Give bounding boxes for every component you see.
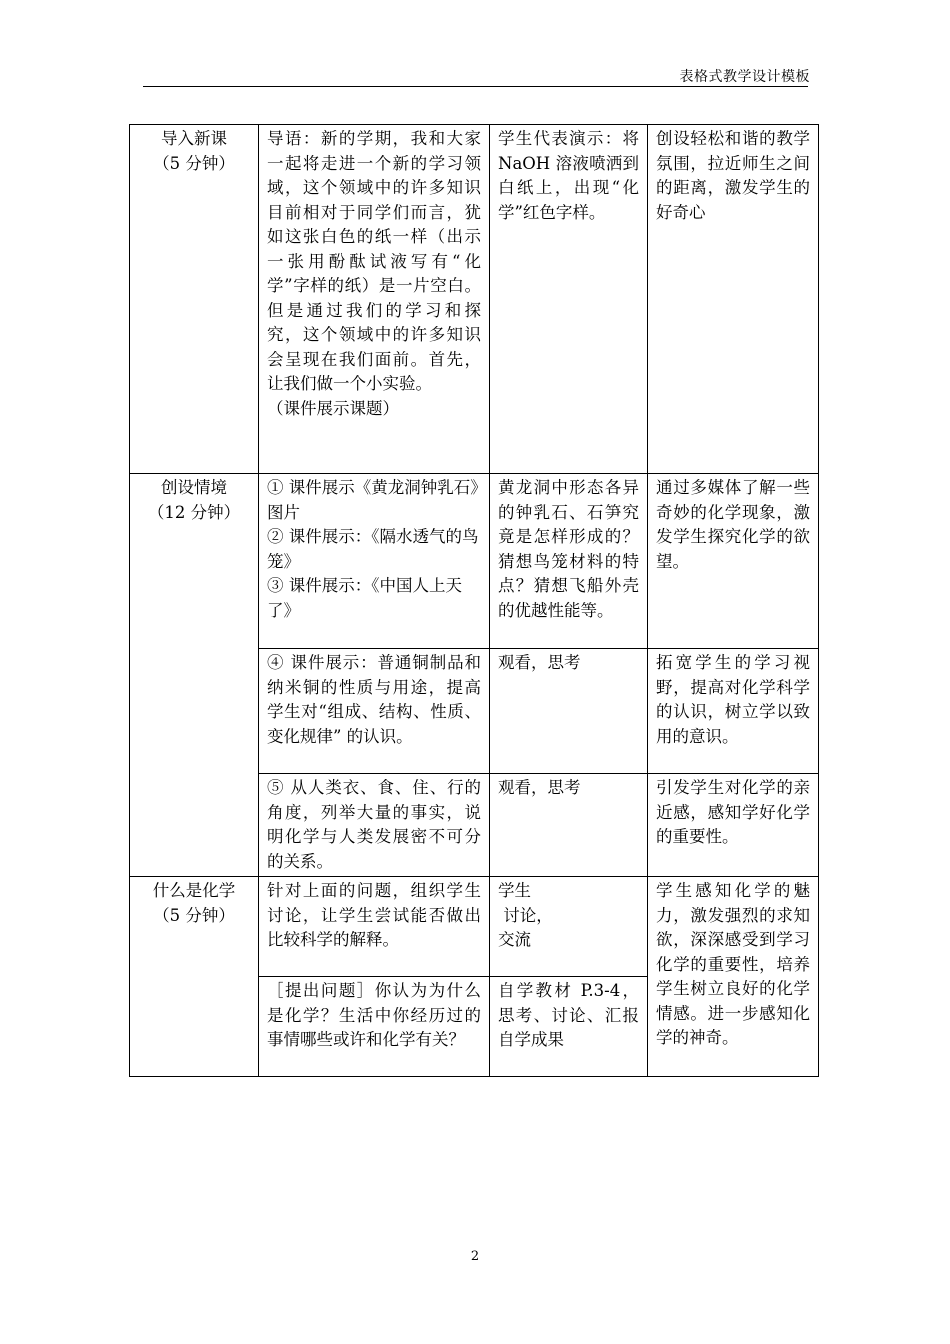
header-title: 表格式教学设计模板 bbox=[679, 69, 810, 85]
design-intent-cell bbox=[648, 125, 819, 474]
teacher-activity-cell bbox=[259, 774, 490, 877]
design-intent-cell bbox=[648, 877, 819, 1077]
stage-time: （5 分钟） bbox=[153, 153, 235, 173]
header-rule bbox=[143, 86, 808, 87]
design-intent: 学生感知化学的魅力，激发强烈的求知欲，深深感受到学习化学的重要性，培养学生树立良好的化学情感。进一步感知化学的神奇。 bbox=[656, 881, 810, 1047]
teacher-activity-line: ② 课件展示：《隔水透气的鸟笼》 bbox=[267, 527, 479, 571]
student-activity-cell bbox=[490, 977, 648, 1077]
teacher-note: （课件展示课题） bbox=[267, 398, 399, 418]
student-activity-cell bbox=[490, 649, 648, 774]
student-activity: 观看，思考 bbox=[498, 778, 581, 797]
design-intent-cell bbox=[648, 649, 819, 774]
teacher-activity: ④ 课件展示：普通铜制品和纳米铜的性质与用途，提高学生对“组成、结构、性质、变化规律” 的认识。 bbox=[267, 653, 481, 746]
page-number: 2 bbox=[470, 1249, 480, 1264]
student-activity-cell bbox=[490, 125, 648, 474]
student-activity: 学生代表演示：将 NaOH 溶液喷洒到白纸上，出现“化学”红色字样。 bbox=[498, 129, 639, 222]
teacher-activity-line: ① 课件展示《黄龙洞钟乳石》图片 bbox=[267, 478, 479, 522]
design-intent: 通过多媒体了解一些奇妙的化学现象，激发学生探究化学的欲望。 bbox=[656, 478, 810, 571]
design-intent: 引发学生对化学的亲近感，感知学好化学的重要性。 bbox=[656, 778, 810, 846]
design-intent: 创设轻松和谐的教学氛围，拉近师生之间的距离，激发学生的好奇心 bbox=[656, 129, 810, 222]
stage-time: （12 分钟） bbox=[147, 502, 241, 522]
student-activity: 观看，思考 bbox=[498, 653, 581, 672]
student-activity-cell bbox=[490, 877, 648, 977]
teacher-activity: 导语：新的学期，我和大家一起将走进一个新的学习领域，这个领域中的许多知识目前相对于同学们而言，犹如这张白色的纸一样（出示一张用酚酞试液写有“化学”字样的纸）是一片空白。但是通过我们的学习和探究，这个领域中的许多知识会呈现在我们面前。首先，让我们做一个小实验。 bbox=[267, 129, 481, 393]
stage-name: 什么是化学 bbox=[152, 881, 236, 900]
table-row bbox=[130, 474, 819, 649]
teacher-activity: 针对上面的问题，组织学生讨论，让学生尝试能否做出比较科学的解释。 bbox=[267, 881, 481, 949]
stage-name: 导入新课 bbox=[161, 129, 227, 148]
stage-cell bbox=[130, 877, 259, 1077]
teacher-activity-cell bbox=[259, 977, 490, 1077]
student-activity-line: 交流 bbox=[498, 930, 531, 949]
teacher-activity-cell bbox=[259, 474, 490, 649]
student-activity: 黄龙洞中形态各异的钟乳石、石笋究竟是怎样形成的？猜想鸟笼材料的特点？猜想飞船外壳的优越性能等。 bbox=[498, 478, 639, 620]
student-activity-cell bbox=[490, 474, 648, 649]
teacher-activity: ⑤ 从人类衣、食、住、行的角度，列举大量的事实，说明化学与人类发展密不可分的关系。 bbox=[267, 778, 481, 871]
teacher-activity: ［提出问题］你认为为什么是化学？生活中你经历过的事情哪些或许和化学有关？ bbox=[267, 981, 481, 1049]
teacher-activity-line: ③ 课件展示：《中国人上天了》 bbox=[267, 576, 462, 620]
stage-cell bbox=[130, 474, 259, 877]
teacher-activity-cell bbox=[259, 125, 490, 474]
design-intent-cell bbox=[648, 774, 819, 877]
design-intent: 拓宽学生的学习视野，提高对化学科学的认识，树立学以致用的意识。 bbox=[656, 653, 810, 746]
student-activity: 自学教材 P.3-4，思考、讨论、汇报自学成果 bbox=[498, 981, 639, 1049]
stage-time: （5 分钟） bbox=[153, 905, 235, 925]
student-activity-line: 学生 bbox=[498, 881, 531, 900]
lesson-table bbox=[129, 124, 819, 1077]
stage-cell bbox=[130, 125, 259, 474]
table-row bbox=[130, 877, 819, 977]
stage-name: 创设情境 bbox=[161, 478, 227, 497]
teacher-activity-cell bbox=[259, 877, 490, 977]
teacher-activity-cell bbox=[259, 649, 490, 774]
design-intent-cell bbox=[648, 474, 819, 649]
student-activity-line: 讨论， bbox=[498, 905, 553, 925]
table-row bbox=[130, 125, 819, 474]
student-activity-cell bbox=[490, 774, 648, 877]
